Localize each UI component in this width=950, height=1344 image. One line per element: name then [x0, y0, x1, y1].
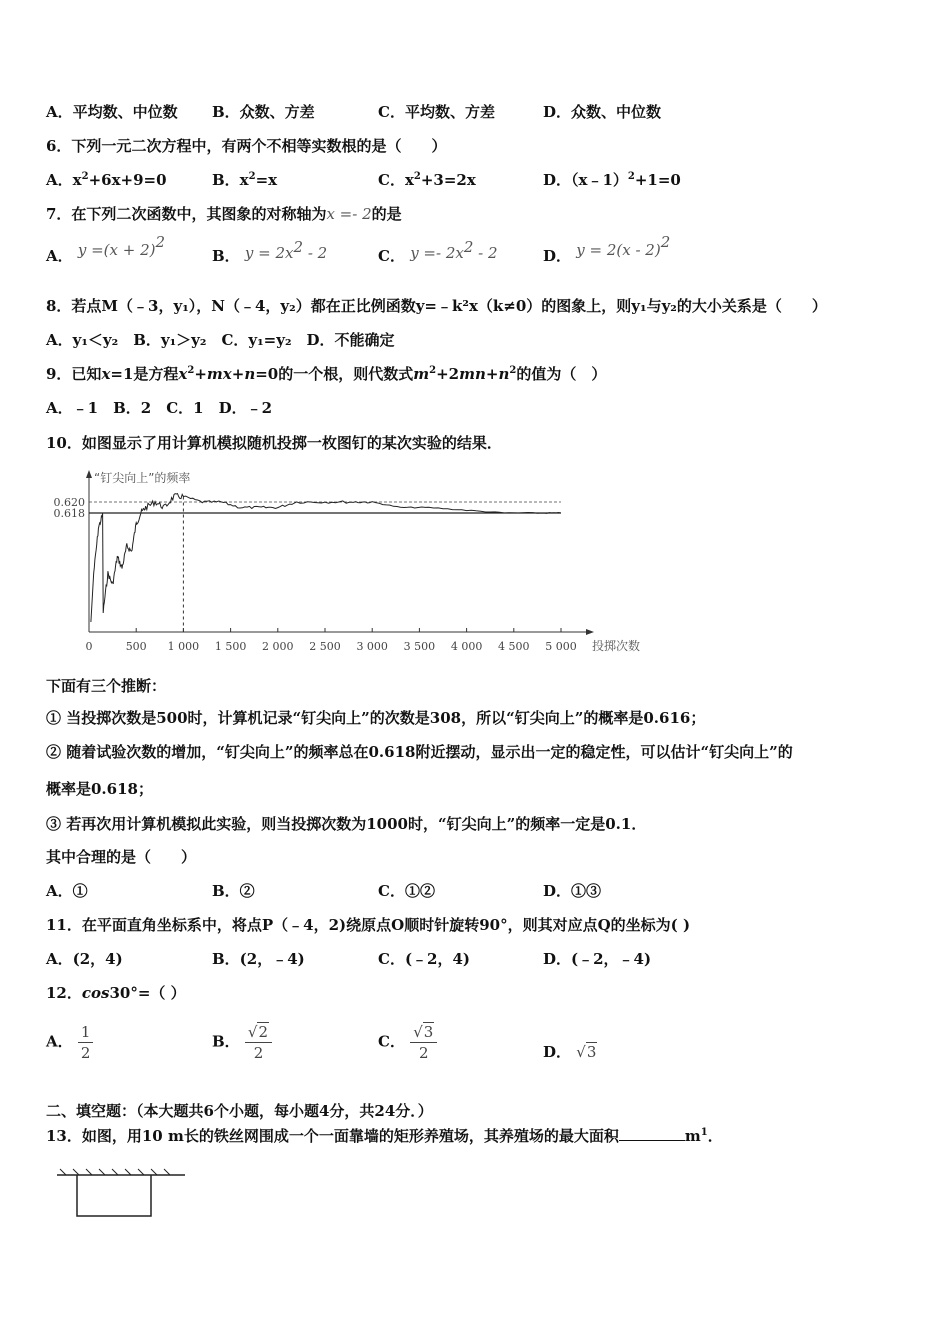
q7-option-c: C． $y =- 2x^2 - 2$: [378, 238, 498, 265]
q6-option-b: B．$x^2=x$: [212, 171, 278, 189]
q7-option-a: A． $y =(x + 2)^2$: [46, 233, 166, 265]
q7-stem: 7．在下列二次函数中，其图象的对称轴为x =- 2的是: [46, 205, 402, 223]
fence-rectangle: [77, 1175, 151, 1216]
q12-option-c: C． $\frac{√3}{2}$: [378, 1022, 437, 1063]
q11-option-b: B．(2，﹣4): [212, 950, 305, 968]
x-tick-label: 2 000: [262, 640, 294, 653]
q12-option-a: A． $\frac{1}{2}$: [46, 1022, 93, 1063]
inference-3: ③ 若再次用计算机模拟此实验，则当投掷次数为1000时，“钉尖向上”的频率一定是0.1．: [46, 815, 647, 833]
q10-option-d: D．①③: [543, 882, 602, 900]
x-tick-label: 0: [85, 640, 93, 653]
x-tick-label: 2 500: [309, 640, 341, 653]
q6-option-a: A．$x^2+6x+9=0$: [46, 171, 167, 189]
q10-option-b: B．②: [212, 882, 255, 900]
q5-option-d: D．众数、中位数: [543, 103, 662, 121]
wall-hatching: [60, 1169, 170, 1175]
x-tick-label: 4 000: [450, 640, 483, 653]
q8-options: A．y₁＜y₂ B．y₁＞y₂ C．y₁=y₂ D．不能确定: [46, 331, 395, 349]
q9-stem: 9．已知x=1是方程$x^2+mx+n=0$的一个根，则代数式$m^2+2mn+n^2$的值为（ ）: [46, 365, 607, 383]
q6-option-d: D．（x﹣1）$^2$+1=0: [543, 171, 681, 189]
y-axis-arrow: [86, 470, 92, 478]
inference-1: ① 当投掷次数是500时，计算机记录“钉尖向上”的次数是308，所以“钉尖向上”的概率是0.616；: [46, 709, 706, 727]
q13-diagram: [55, 1165, 195, 1225]
q13-stem: 13．如图，用10 m长的铁丝网围成一个一面靠墙的矩形养殖场，其养殖场的最大面积 $m^1$．: [46, 1127, 723, 1145]
q11-option-c: C．(﹣2，4): [378, 950, 471, 968]
x-tick-label: 4 500: [498, 640, 530, 653]
q9-options: A．﹣1 B．2 C．1 D．﹣2: [46, 399, 273, 417]
q6-option-c: C．$x^2+3=2x$: [378, 171, 476, 189]
x-axis-arrow: [586, 629, 594, 635]
q8-stem: 8．若点M（﹣3，y₁），N（﹣4，y₂）都在正比例函数y=﹣k²x（k≠0）的图象上，则y₁与y₂的大小关系是（ ）: [46, 297, 827, 315]
x-axis-label: 投掷次数: [592, 639, 641, 653]
q12-option-d: D． √3: [543, 1043, 597, 1061]
q10-ask: 其中合理的是（ ）: [46, 848, 197, 866]
q10-stem: 10．如图显示了用计算机模拟随机投掷一枚图钉的某次实验的结果．: [46, 434, 502, 452]
q12-stem: 12．cos30°=（ ）: [46, 984, 186, 1002]
q5-option-b: B．众数、方差: [212, 103, 315, 121]
q11-option-d: D．(﹣2，﹣4): [543, 950, 652, 968]
x-tick-label: 1 000: [167, 640, 200, 653]
q6-stem: 6．下列一元二次方程中，有两个不相等实数根的是（ ）: [46, 137, 447, 155]
x-tick-label: 5 000: [545, 640, 577, 653]
inference-heading: 下面有三个推断：: [46, 677, 167, 695]
inference-2: ② 随着试验次数的增加，“钉尖向上”的频率总在0.618附近摆动，显示出一定的稳定性，可以估计“钉尖向上”的: [46, 743, 793, 761]
q10-option-a: A．①: [46, 882, 88, 900]
chart-title: “钉尖向上”的频率: [94, 471, 191, 485]
q5-option-c: C．平均数、方差: [378, 103, 495, 121]
section-2-title: 二、填空题：（本大题共6个小题，每小题4分，共24分．）: [46, 1102, 433, 1120]
q11-option-a: A．(2，4): [46, 950, 123, 968]
answer-blank[interactable]: [619, 1126, 685, 1141]
x-tick-label: 1 500: [214, 640, 247, 653]
x-tick-label: 3 000: [356, 640, 388, 653]
q11-stem: 11．在平面直角坐标系中，将点P（﹣4，2)绕原点O顺时针旋转90°，则其对应点Q的坐标为( ): [46, 916, 691, 934]
frequency-chart: [44, 462, 664, 667]
q7-option-b: B． $y = 2x^2 - 2$: [212, 238, 328, 265]
q12-option-b: B． $\frac{√2}{2}$: [212, 1022, 272, 1063]
y-tick-label: 0.620: [53, 496, 85, 509]
y-tick-label: 0.618: [53, 507, 85, 520]
x-tick-label: 500: [125, 640, 147, 653]
q10-option-c: C．①②: [378, 882, 435, 900]
inference-2-cont: 概率是0.618；: [46, 780, 153, 798]
x-tick-label: 3 500: [403, 640, 436, 653]
q7-option-d: D． y = 2(x - 2)$^2$: [543, 233, 671, 265]
q5-option-a: A．平均数、中位数: [46, 103, 178, 121]
